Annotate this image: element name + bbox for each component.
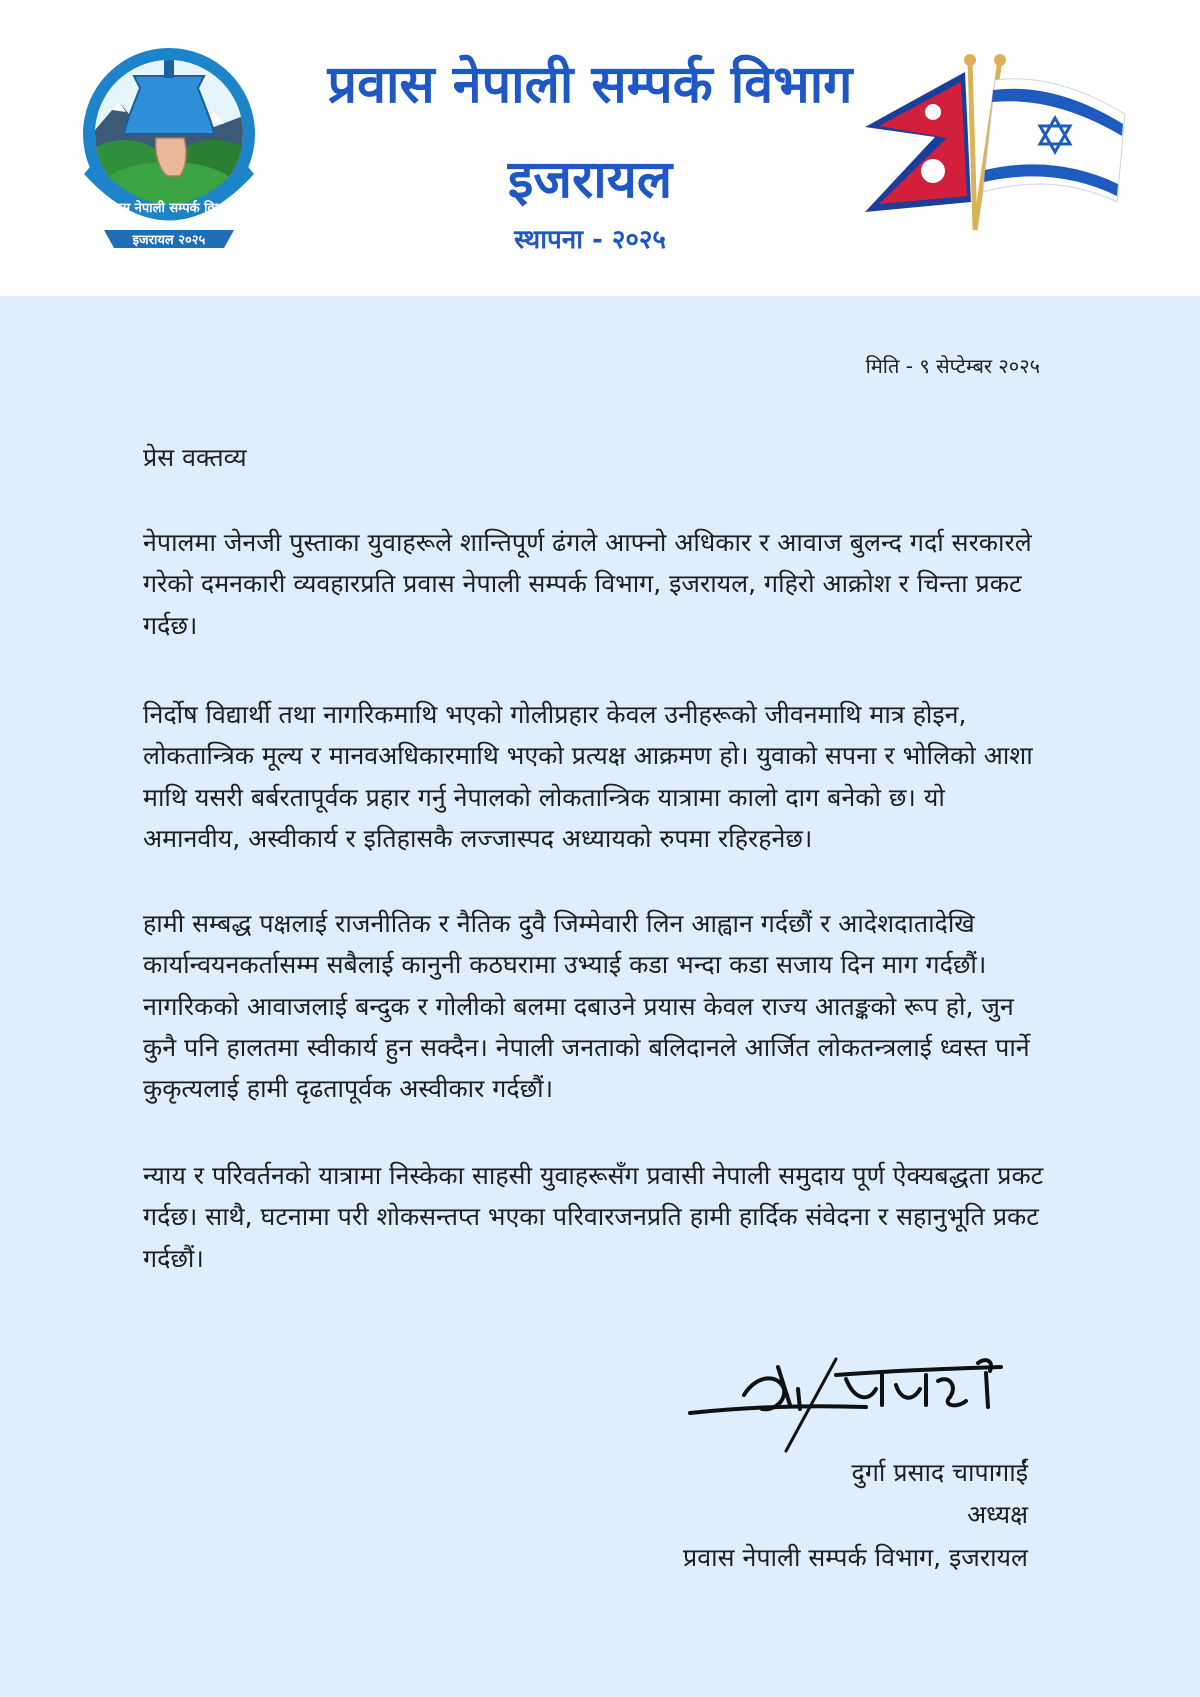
paragraph: हामी सम्बद्ध पक्षलाई राजनीतिक र नैतिक दुवै जिम्मेवारी लिन आह्वान गर्दछौं र आदेशदातादेखि कार्यान्वयनकर्तासम्म सबैलाई कानुनी कठघरामा उभ्याई कडा भन्दा कडा सजाय दिन माग गर्दछौं। नागरिकको आवाजलाई बन्दुक र गोलीको बलमा दबाउने प्रयास केवल राज्य आतङ्कको रूप हो, जुन कुनै पनि हालतमा स्वीकार्य हुन सक्दैन। नेपाली जनताको बलिदानले आर्जित लोकतन्त्रलाई ध्वस्त पार्ने कुकृत्यलाई हामी दृढतापूर्वक अस्वीकार गर्दछौं। bbox=[143, 909, 1030, 1104]
handwritten-signature bbox=[686, 1345, 1026, 1455]
paragraph: न्याय र परिवर्तनको यात्रामा निस्केका साहसी युवाहरूसँग प्रवासी नेपाली समुदाय पूर्ण ऐक्यबद्धता प्रकट गर्दछ। साथै, घटनामा परी शोकसन्तप्त भएका परिवारजनप्रति हामी हार्दिक संवेदना र सहानुभूति प्रकट गर्दछौं। bbox=[143, 1161, 1044, 1273]
letter-date: मिति - ९ सेप्टेम्बर २०२५ bbox=[865, 354, 1040, 378]
logo-ribbon-text: इजरायल २०२५ bbox=[132, 233, 206, 248]
signer-name: दुर्गा प्रसाद चापागाईं bbox=[851, 1458, 1028, 1487]
bell-emblem-logo bbox=[64, 42, 274, 260]
logo-ring-text: प्रवास नेपाली सम्पर्क विभाग bbox=[103, 201, 235, 216]
paragraph: निर्दोष विद्यार्थी तथा नागरिकमाथि भएको गोलीप्रहार केवल उनीहरूको जीवनमाथि मात्र होइन, लोकतान्त्रिक मूल्य र मानवअधिकारमाथि भएको प्रत्यक्ष आक्रमण हो। युवाको सपना र भोलिको आशा माथि यसरी बर्बरतापूर्वक प्रहार गर्नु नेपालको लोकतान्त्रिक यात्रामा कालो दाग बनेको छ। यो अमानवीय, अस्वीकार्य र इतिहासकै लज्जास्पद अध्यायको रुपमा रहिरहनेछ। bbox=[143, 700, 1033, 853]
signer-title: अध्यक्ष bbox=[967, 1500, 1028, 1529]
paragraph: नेपालमा जेनजी पुस्ताका युवाहरूले शान्तिपूर्ण ढंगले आफ्नो अधिकार र आवाज बुलन्द गर्दा सरकारले गरेको दमनकारी व्यवहारप्रति प्रवास नेपाली सम्पर्क विभाग, इजरायल, गहिरो आक्रोश र चिन्ता प्रकट गर्दछ। bbox=[143, 528, 1032, 640]
letterhead bbox=[0, 0, 1200, 296]
letter-heading: प्रेस वक्तव्य bbox=[143, 443, 247, 472]
signer-organization: प्रवास नेपाली सम्पर्क विभाग, इजरायल bbox=[683, 1543, 1028, 1572]
org-country: इजरायल bbox=[507, 150, 673, 210]
established-line: स्थापना - २०२५ bbox=[514, 225, 666, 255]
nepal-israel-flags-icon bbox=[855, 52, 1140, 232]
org-title: प्रवास नेपाली सम्पर्क विभाग bbox=[327, 55, 853, 115]
